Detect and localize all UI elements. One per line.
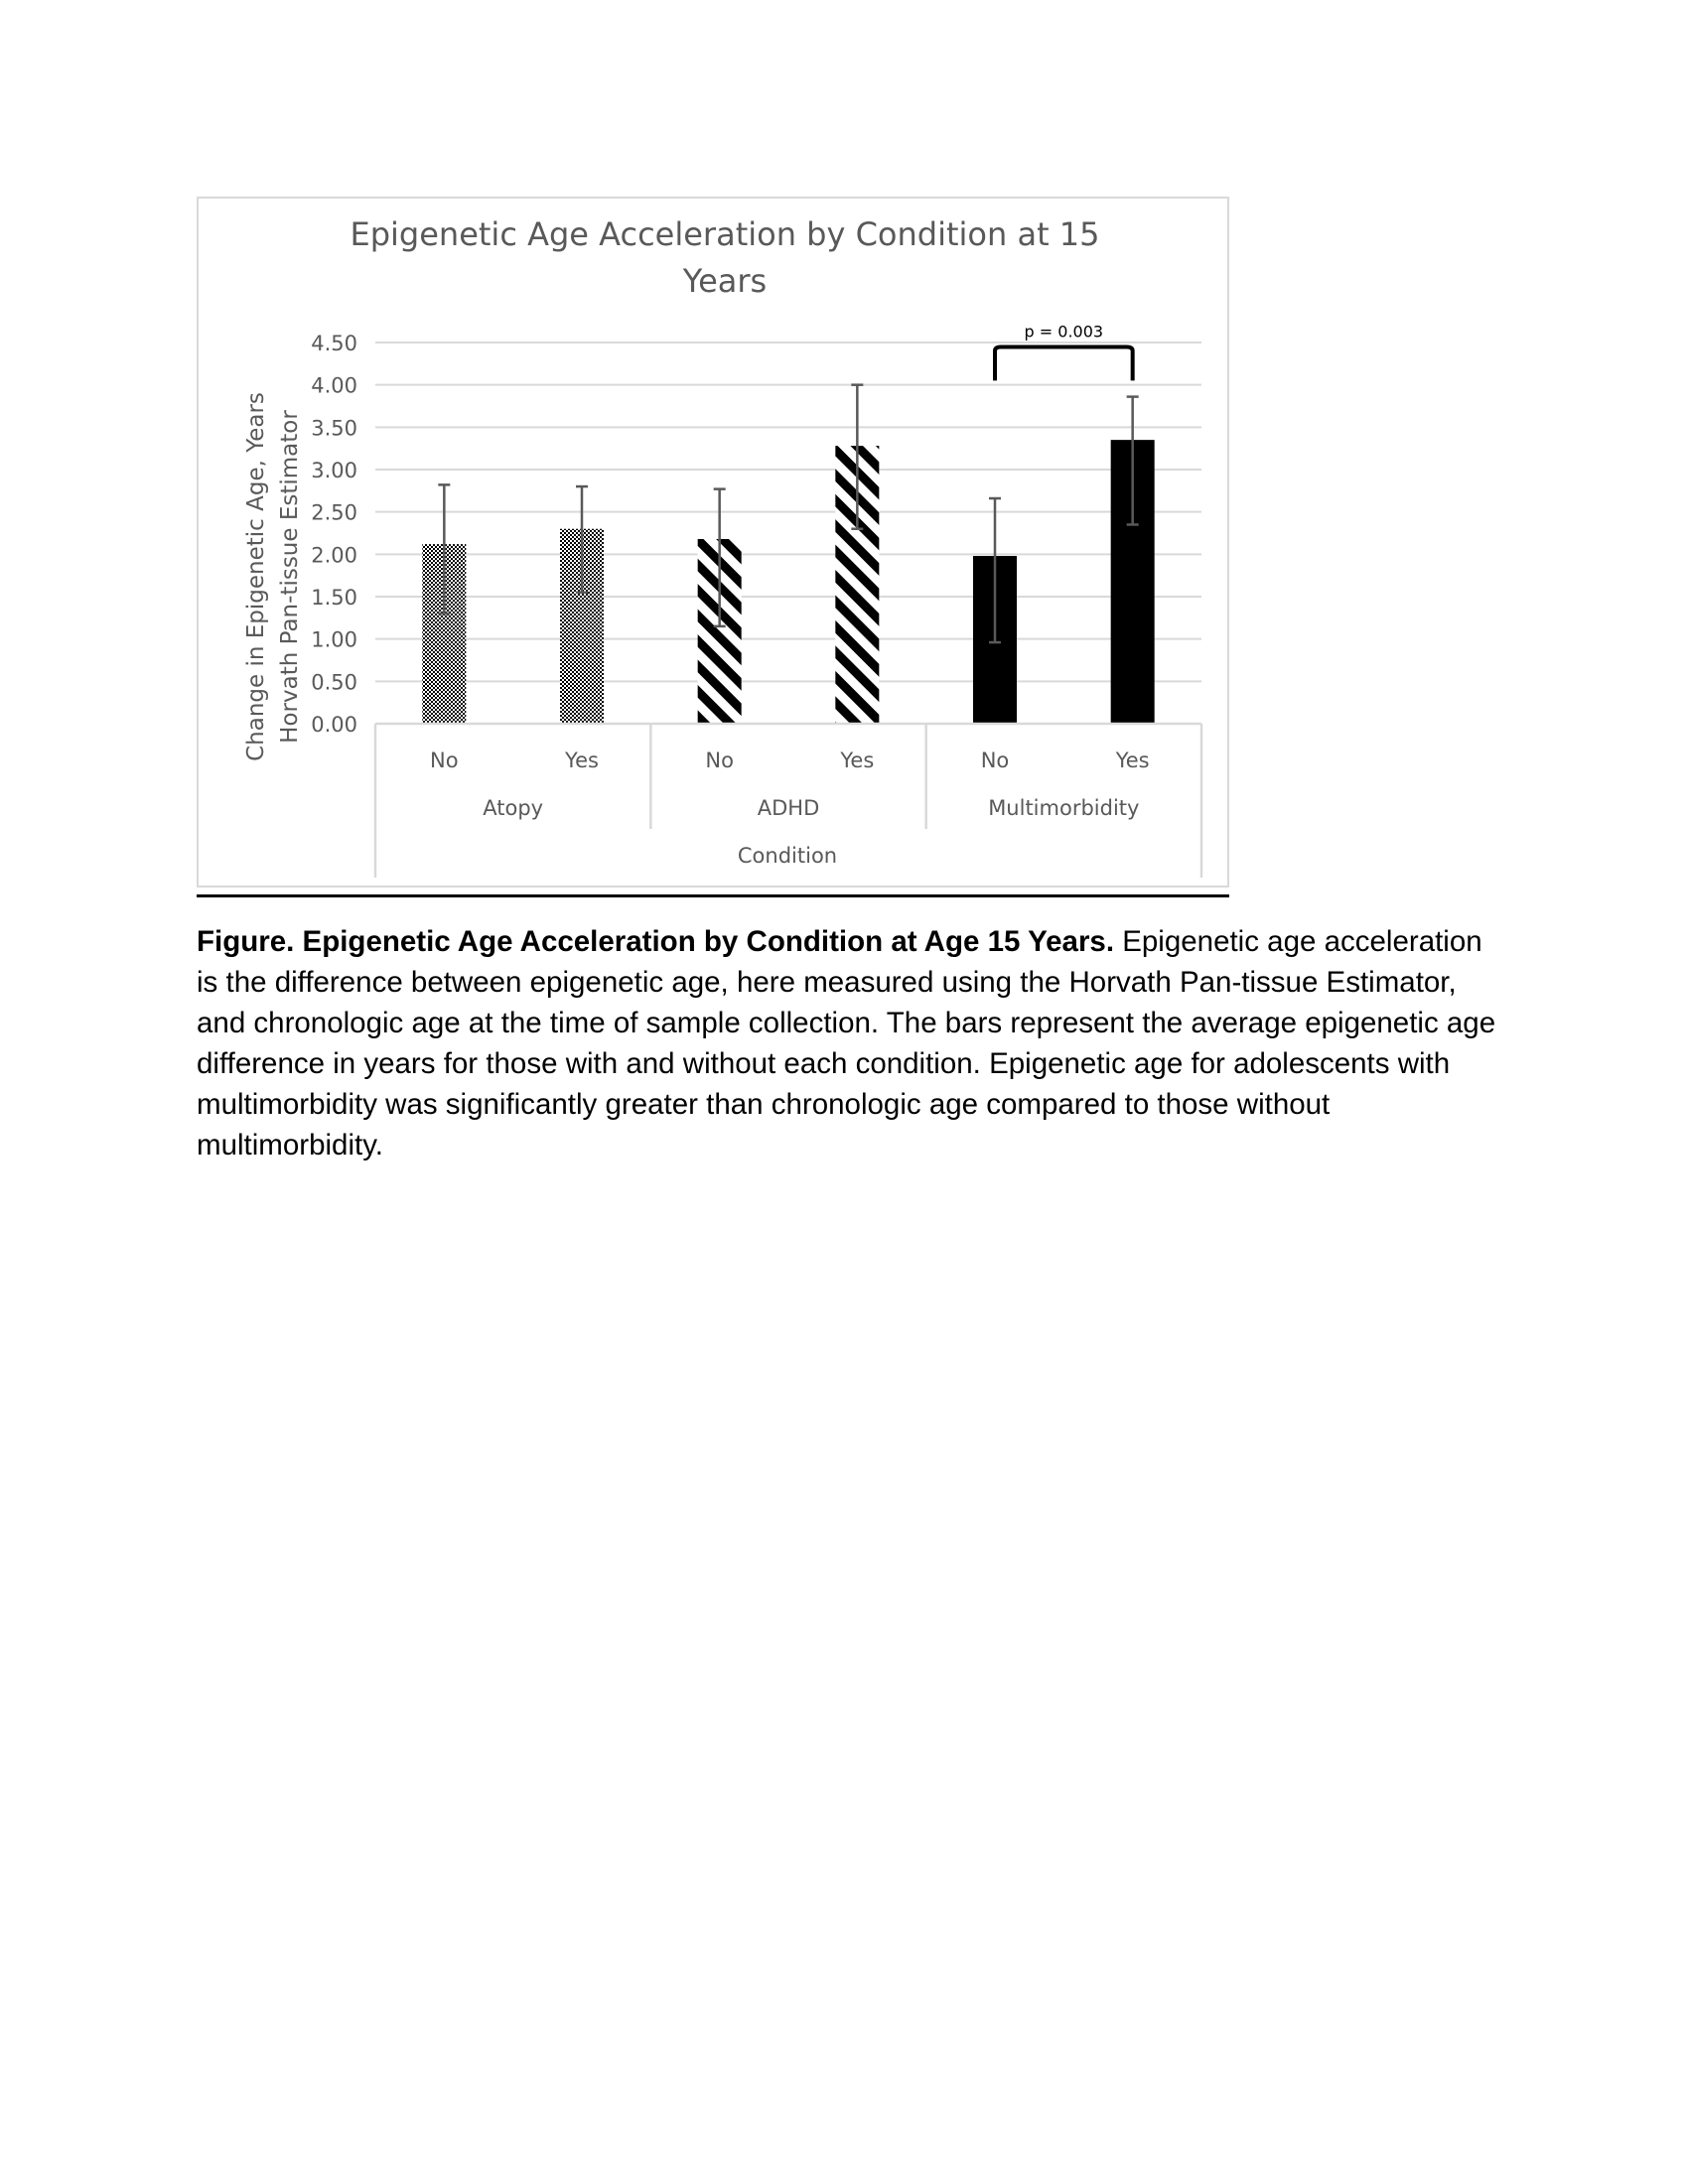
y-tick-label: 4.00 (311, 373, 357, 398)
y-axis-title (243, 392, 303, 761)
y-tick-label: 1.00 (311, 627, 357, 652)
y-tick-label: 2.50 (311, 500, 357, 525)
p-value-label: p = 0.003 (1024, 322, 1104, 341)
x-tick-label: Yes (565, 749, 599, 772)
group-label: Multimorbidity (988, 796, 1140, 820)
group-label: Atopy (483, 796, 544, 820)
caption-heading: Figure. Epigenetic Age Acceleration by Condition at Age 15 Years. (197, 925, 1115, 958)
group-label: ADHD (757, 796, 820, 820)
x-tick-label: No (430, 749, 459, 772)
error-bars (438, 385, 1138, 642)
bar-chart (199, 199, 1227, 886)
figure-caption (197, 921, 1497, 1165)
y-axis-title-line-2: Horvath Pan-tissue Estimator (277, 410, 303, 744)
y-axis-title-line-1: Change in Epigenetic Age, Years (243, 392, 269, 761)
y-tick-label: 0.50 (311, 670, 357, 695)
y-tick-label: 3.50 (311, 416, 357, 441)
x-axis-title: Condition (737, 844, 838, 868)
bracket-line (995, 347, 1133, 381)
chart-bottom-rule (197, 894, 1229, 897)
gridlines (375, 342, 1201, 724)
x-tick-label: Yes (1115, 749, 1150, 772)
significance-bracket (995, 323, 1133, 381)
chart-title-line-2: Years (682, 262, 768, 300)
chart-title-line-1: Epigenetic Age Acceleration by Condition at 15 (350, 215, 1100, 253)
y-axis-ticks (311, 332, 357, 737)
y-tick-label: 2.00 (311, 543, 357, 568)
x-tick-label: No (705, 749, 734, 772)
y-tick-label: 3.00 (311, 459, 357, 482)
chart-frame (197, 197, 1229, 887)
y-tick-label: 4.50 (311, 332, 357, 355)
y-tick-label: 0.00 (311, 713, 357, 737)
y-tick-label: 1.50 (311, 586, 357, 610)
x-tick-label: No (980, 749, 1010, 772)
x-tick-label: Yes (840, 749, 875, 772)
caption-body: Epigenetic age acceleration is the difference between epigenetic age, here measured using the Horvath Pan-tissue Estimator, and chronologic age at the time of sample collection. The bars represent the average epigenetic age difference in years for those with and without each condition. Epigenetic age for adolescents with multimorbidity was significantly greater than chronologic age compared to those without multimorbidity. (197, 925, 1496, 1161)
